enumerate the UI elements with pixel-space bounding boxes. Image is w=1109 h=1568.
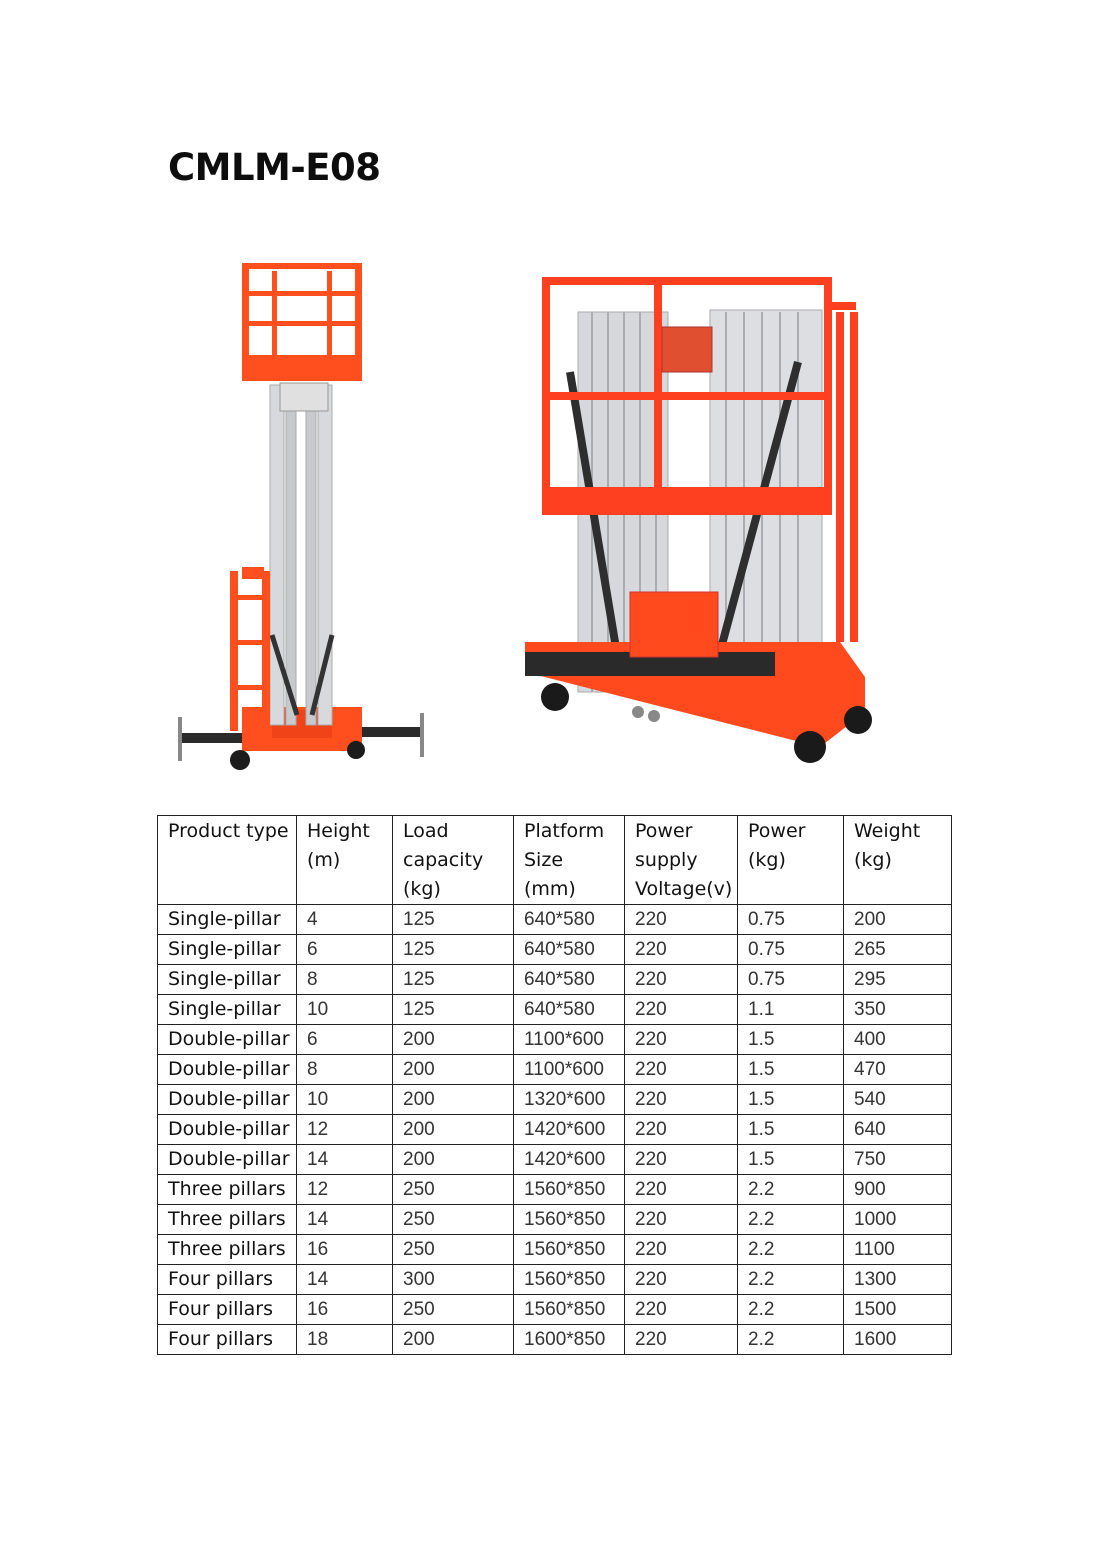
cell-platform-size: 1560*850	[514, 1295, 625, 1325]
header-load-capacity: Load capacity (kg)	[393, 816, 514, 905]
header-power-supply-voltage: Power supply Voltage(v)	[625, 816, 738, 905]
cell-height: 4	[297, 905, 393, 935]
cell-power: 2.2	[738, 1265, 844, 1295]
cell-load-capacity: 200	[393, 1055, 514, 1085]
cell-product-type: Four pillars	[158, 1325, 297, 1355]
table-row	[158, 1025, 952, 1055]
table-row	[158, 1055, 952, 1085]
table-row	[158, 1295, 952, 1325]
cell-power: 2.2	[738, 1205, 844, 1235]
cell-power: 0.75	[738, 905, 844, 935]
cell-load-capacity: 200	[393, 1025, 514, 1055]
cell-voltage: 220	[625, 1025, 738, 1055]
cell-height: 10	[297, 1085, 393, 1115]
cell-weight: 640	[844, 1115, 952, 1145]
cell-load-capacity: 200	[393, 1115, 514, 1145]
cell-load-capacity: 300	[393, 1265, 514, 1295]
cell-voltage: 220	[625, 1325, 738, 1355]
cell-product-type: Double-pillar	[158, 1055, 297, 1085]
cell-voltage: 220	[625, 1175, 738, 1205]
cell-weight: 1100	[844, 1235, 952, 1265]
cell-platform-size: 640*580	[514, 995, 625, 1025]
cell-platform-size: 1100*600	[514, 1055, 625, 1085]
cell-voltage: 220	[625, 1265, 738, 1295]
cell-power: 0.75	[738, 935, 844, 965]
cell-weight: 350	[844, 995, 952, 1025]
cell-product-type: Four pillars	[158, 1265, 297, 1295]
cell-product-type: Single-pillar	[158, 905, 297, 935]
cell-weight: 295	[844, 965, 952, 995]
cell-voltage: 220	[625, 965, 738, 995]
cell-weight: 200	[844, 905, 952, 935]
cell-power: 0.75	[738, 965, 844, 995]
spec-table	[157, 815, 952, 1355]
cell-power: 2.2	[738, 1235, 844, 1265]
cell-height: 6	[297, 935, 393, 965]
cell-voltage: 220	[625, 1205, 738, 1235]
cell-power: 1.5	[738, 1145, 844, 1175]
table-row	[158, 1145, 952, 1175]
double-mast-lift-image	[520, 272, 875, 772]
cell-product-type: Three pillars	[158, 1205, 297, 1235]
header-weight: Weight (kg)	[844, 816, 952, 905]
cell-power: 2.2	[738, 1325, 844, 1355]
cell-load-capacity: 250	[393, 1175, 514, 1205]
cell-platform-size: 1320*600	[514, 1085, 625, 1115]
page-title: CMLM-E08	[168, 146, 381, 189]
cell-platform-size: 1560*850	[514, 1235, 625, 1265]
cell-height: 8	[297, 965, 393, 995]
cell-power: 1.5	[738, 1055, 844, 1085]
header-power: Power (kg)	[738, 816, 844, 905]
cell-platform-size: 1100*600	[514, 1025, 625, 1055]
single-mast-lift-image	[172, 255, 434, 775]
cell-voltage: 220	[625, 1295, 738, 1325]
table-row	[158, 1325, 952, 1355]
cell-load-capacity: 250	[393, 1295, 514, 1325]
header-platform-size: Platform Size (mm)	[514, 816, 625, 905]
cell-weight: 400	[844, 1025, 952, 1055]
cell-load-capacity: 250	[393, 1205, 514, 1235]
cell-product-type: Double-pillar	[158, 1085, 297, 1115]
cell-height: 18	[297, 1325, 393, 1355]
cell-voltage: 220	[625, 1055, 738, 1085]
cell-platform-size: 1420*600	[514, 1145, 625, 1175]
cell-platform-size: 1560*850	[514, 1265, 625, 1295]
cell-power: 1.5	[738, 1115, 844, 1145]
cell-power: 2.2	[738, 1175, 844, 1205]
cell-voltage: 220	[625, 905, 738, 935]
cell-power: 1.1	[738, 995, 844, 1025]
cell-height: 14	[297, 1145, 393, 1175]
cell-height: 14	[297, 1205, 393, 1235]
cell-load-capacity: 200	[393, 1325, 514, 1355]
cell-voltage: 220	[625, 1235, 738, 1265]
cell-platform-size: 1560*850	[514, 1175, 625, 1205]
cell-voltage: 220	[625, 1145, 738, 1175]
cell-product-type: Double-pillar	[158, 1025, 297, 1055]
cell-load-capacity: 200	[393, 1145, 514, 1175]
cell-platform-size: 640*580	[514, 965, 625, 995]
cell-weight: 1500	[844, 1295, 952, 1325]
cell-voltage: 220	[625, 935, 738, 965]
cell-power: 2.2	[738, 1295, 844, 1325]
table-row	[158, 965, 952, 995]
cell-product-type: Three pillars	[158, 1235, 297, 1265]
cell-height: 6	[297, 1025, 393, 1055]
cell-load-capacity: 125	[393, 965, 514, 995]
cell-weight: 1000	[844, 1205, 952, 1235]
table-row	[158, 995, 952, 1025]
cell-weight: 1600	[844, 1325, 952, 1355]
cell-weight: 1300	[844, 1265, 952, 1295]
cell-voltage: 220	[625, 995, 738, 1025]
cell-platform-size: 640*580	[514, 905, 625, 935]
cell-height: 12	[297, 1115, 393, 1145]
cell-weight: 900	[844, 1175, 952, 1205]
table-row	[158, 1235, 952, 1265]
header-product-type: Product type	[158, 816, 297, 905]
cell-product-type: Single-pillar	[158, 935, 297, 965]
table-row	[158, 1085, 952, 1115]
table-header-row	[158, 816, 952, 905]
cell-weight: 470	[844, 1055, 952, 1085]
cell-weight: 540	[844, 1085, 952, 1115]
table-row	[158, 1175, 952, 1205]
cell-height: 16	[297, 1235, 393, 1265]
table-row	[158, 935, 952, 965]
cell-height: 16	[297, 1295, 393, 1325]
table-row	[158, 905, 952, 935]
cell-weight: 750	[844, 1145, 952, 1175]
table-row	[158, 1205, 952, 1235]
cell-load-capacity: 125	[393, 935, 514, 965]
cell-product-type: Four pillars	[158, 1295, 297, 1325]
table-row	[158, 1265, 952, 1295]
cell-height: 12	[297, 1175, 393, 1205]
cell-product-type: Double-pillar	[158, 1115, 297, 1145]
cell-platform-size: 640*580	[514, 935, 625, 965]
cell-voltage: 220	[625, 1085, 738, 1115]
cell-load-capacity: 125	[393, 995, 514, 1025]
header-height: Height (m)	[297, 816, 393, 905]
cell-product-type: Double-pillar	[158, 1145, 297, 1175]
cell-height: 14	[297, 1265, 393, 1295]
cell-product-type: Three pillars	[158, 1175, 297, 1205]
cell-load-capacity: 250	[393, 1235, 514, 1265]
cell-voltage: 220	[625, 1115, 738, 1145]
cell-height: 10	[297, 995, 393, 1025]
cell-platform-size: 1600*850	[514, 1325, 625, 1355]
cell-load-capacity: 200	[393, 1085, 514, 1115]
cell-height: 8	[297, 1055, 393, 1085]
table-row	[158, 1115, 952, 1145]
cell-product-type: Single-pillar	[158, 995, 297, 1025]
cell-platform-size: 1420*600	[514, 1115, 625, 1145]
cell-load-capacity: 125	[393, 905, 514, 935]
cell-product-type: Single-pillar	[158, 965, 297, 995]
cell-power: 1.5	[738, 1025, 844, 1055]
cell-power: 1.5	[738, 1085, 844, 1115]
cell-weight: 265	[844, 935, 952, 965]
cell-platform-size: 1560*850	[514, 1205, 625, 1235]
